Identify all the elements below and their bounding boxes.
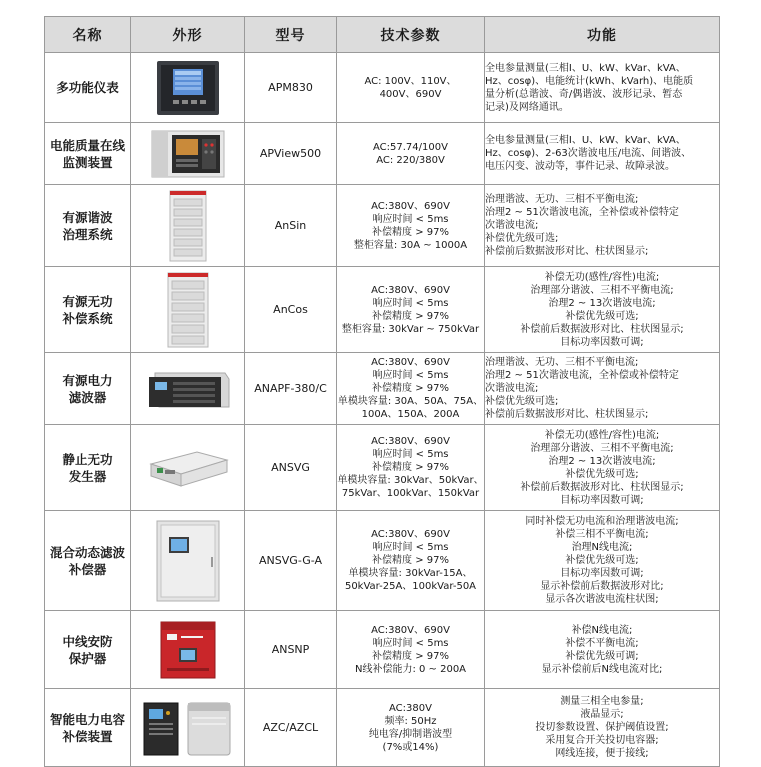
tech-params: AC:380V、690V 响应时间 < 5ms 补偿精度 > 97% N线补偿能力: 0 ~ 200A <box>337 611 485 689</box>
tech-params: AC:380V、690V 响应时间 < 5ms 补偿精度 > 97% 整柜容量: 30kVar ~ 750kVar <box>337 267 485 353</box>
product-model: AnCos <box>245 267 337 353</box>
product-name: 静止无功 发生器 <box>45 425 131 511</box>
header-function: 功能 <box>485 17 720 53</box>
tech-params: AC:380V、690V 响应时间 < 5ms 补偿精度 > 97% 单模块容量: 30kVar、50kVar、 75kVar、100kVar、150kVar <box>337 425 485 511</box>
tech-params: AC:380V、690V 响应时间 < 5ms 补偿精度 > 97% 整柜容量: 30A ~ 1000A <box>337 185 485 267</box>
product-name: 智能电力电容 补偿装置 <box>45 689 131 767</box>
header-name: 名称 <box>45 17 131 53</box>
function-description: 测量三相全电参量; 液晶显示; 投切参数设置、保护阈值设置; 采用复合开关投切电容器; 网线连接，便于接线; <box>485 689 720 767</box>
table-row <box>45 611 720 689</box>
product-spec-table <box>44 16 720 767</box>
cabinet-icon <box>164 271 212 349</box>
table-row <box>45 185 720 267</box>
product-image-cell <box>131 53 245 123</box>
product-image-cell <box>131 511 245 611</box>
table-row <box>45 53 720 123</box>
product-model: APM830 <box>245 53 337 123</box>
product-image-cell <box>131 267 245 353</box>
function-description: 补偿无功(感性/容性)电流; 治理部分谐波、三相不平衡电流; 治理2 ~ 13次谐波电流; 补偿优先级可选; 补偿前后数据波形对比、柱状图显示; 目标功率因数可调; <box>485 267 720 353</box>
product-name: 混合动态滤波 补偿器 <box>45 511 131 611</box>
function-description: 治理谐波、无功、三相不平衡电流; 治理2 ~ 51次谐波电流，全补偿或补偿特定 次谐波电流; 补偿优先级可选; 补偿前后数据波形对比、柱状图显示; <box>485 353 720 425</box>
table-row <box>45 353 720 425</box>
header-model: 型号 <box>245 17 337 53</box>
tech-params: AC: 100V、110V、 400V、690V <box>337 53 485 123</box>
svg-module-icon <box>145 446 231 490</box>
product-name: 多功能仪表 <box>45 53 131 123</box>
capacitor-device-icon <box>140 697 236 759</box>
product-model: ANSVG <box>245 425 337 511</box>
header-appearance: 外形 <box>131 17 245 53</box>
neutral-protector-icon <box>151 618 225 682</box>
table-row <box>45 123 720 185</box>
product-image-cell <box>131 611 245 689</box>
product-model: ANSVG-G-A <box>245 511 337 611</box>
product-image-cell <box>131 425 245 511</box>
cabinet-icon <box>166 189 210 263</box>
tech-params: AC:57.74/100V AC: 220/380V <box>337 123 485 185</box>
product-name: 中线安防 保护器 <box>45 611 131 689</box>
table-row <box>45 267 720 353</box>
product-image-cell <box>131 689 245 767</box>
power-quality-monitor-icon <box>148 127 228 181</box>
tech-params: AC:380V、690V 响应时间 < 5ms 补偿精度 > 97% 单模块容量: 30A、50A、75A、 100A、150A、200A <box>337 353 485 425</box>
product-model: ANAPF-380/C <box>245 353 337 425</box>
table-row <box>45 689 720 767</box>
product-name: 电能质量在线 监测装置 <box>45 123 131 185</box>
function-description: 治理谐波、无功、三相不平衡电流; 治理2 ~ 51次谐波电流，全补偿或补偿特定 次谐波电流; 补偿优先级可选; 补偿前后数据波形对比、柱状图显示; <box>485 185 720 267</box>
product-name: 有源电力 滤波器 <box>45 353 131 425</box>
rack-module-icon <box>145 367 231 411</box>
wall-cabinet-icon <box>151 517 225 605</box>
tech-params: AC:380V 频率: 50Hz 纯电容/抑制谐波型 (7%或14%) <box>337 689 485 767</box>
product-image-cell <box>131 185 245 267</box>
product-model: APView500 <box>245 123 337 185</box>
table-row <box>45 511 720 611</box>
product-name: 有源谐波 治理系统 <box>45 185 131 267</box>
product-model: AZC/AZCL <box>245 689 337 767</box>
multifunction-meter-icon <box>155 59 221 117</box>
product-image-cell <box>131 123 245 185</box>
function-description: 补偿N线电流; 补偿不平衡电流; 补偿优先级可调; 显示补偿前后N线电流对比; <box>485 611 720 689</box>
product-model: ANSNP <box>245 611 337 689</box>
product-model: AnSin <box>245 185 337 267</box>
product-image-cell <box>131 353 245 425</box>
header-tech-params: 技术参数 <box>337 17 485 53</box>
function-description: 全电参量测量(三相I、U、kW、kVar、kVA、 Hz、cosφ)、2-63次谐波电压/电流、间谐波、 电压闪变、波动等，事件记录、故障录波。 <box>485 123 720 185</box>
table-header-row <box>45 17 720 53</box>
product-name: 有源无功 补偿系统 <box>45 267 131 353</box>
function-description: 补偿无功(感性/容性)电流; 治理部分谐波、三相不平衡电流; 治理2 ~ 13次谐波电流; 补偿优先级可选; 补偿前后数据波形对比、柱状图显示; 目标功率因数可调; <box>485 425 720 511</box>
function-description: 同时补偿无功电流和治理谐波电流; 补偿三相不平衡电流; 治理N线电流; 补偿优先级可选; 目标功率因数可调; 显示补偿前后数据波形对比; 显示各次谐波电流柱状图; <box>485 511 720 611</box>
tech-params: AC:380V、690V 响应时间 < 5ms 补偿精度 > 97% 单模块容量: 30kVar-15A、 50kVar-25A、100kVar-50A <box>337 511 485 611</box>
function-description: 全电参量测量(三相I、U、kW、kVar、kVA、 Hz、cosφ)、电能统计(kWh、kVarh)、电能质 量分析(总谐波、奇/偶谐波、波形记录、暂态 记录)及网络通讯。 <box>485 53 720 123</box>
table-row <box>45 425 720 511</box>
